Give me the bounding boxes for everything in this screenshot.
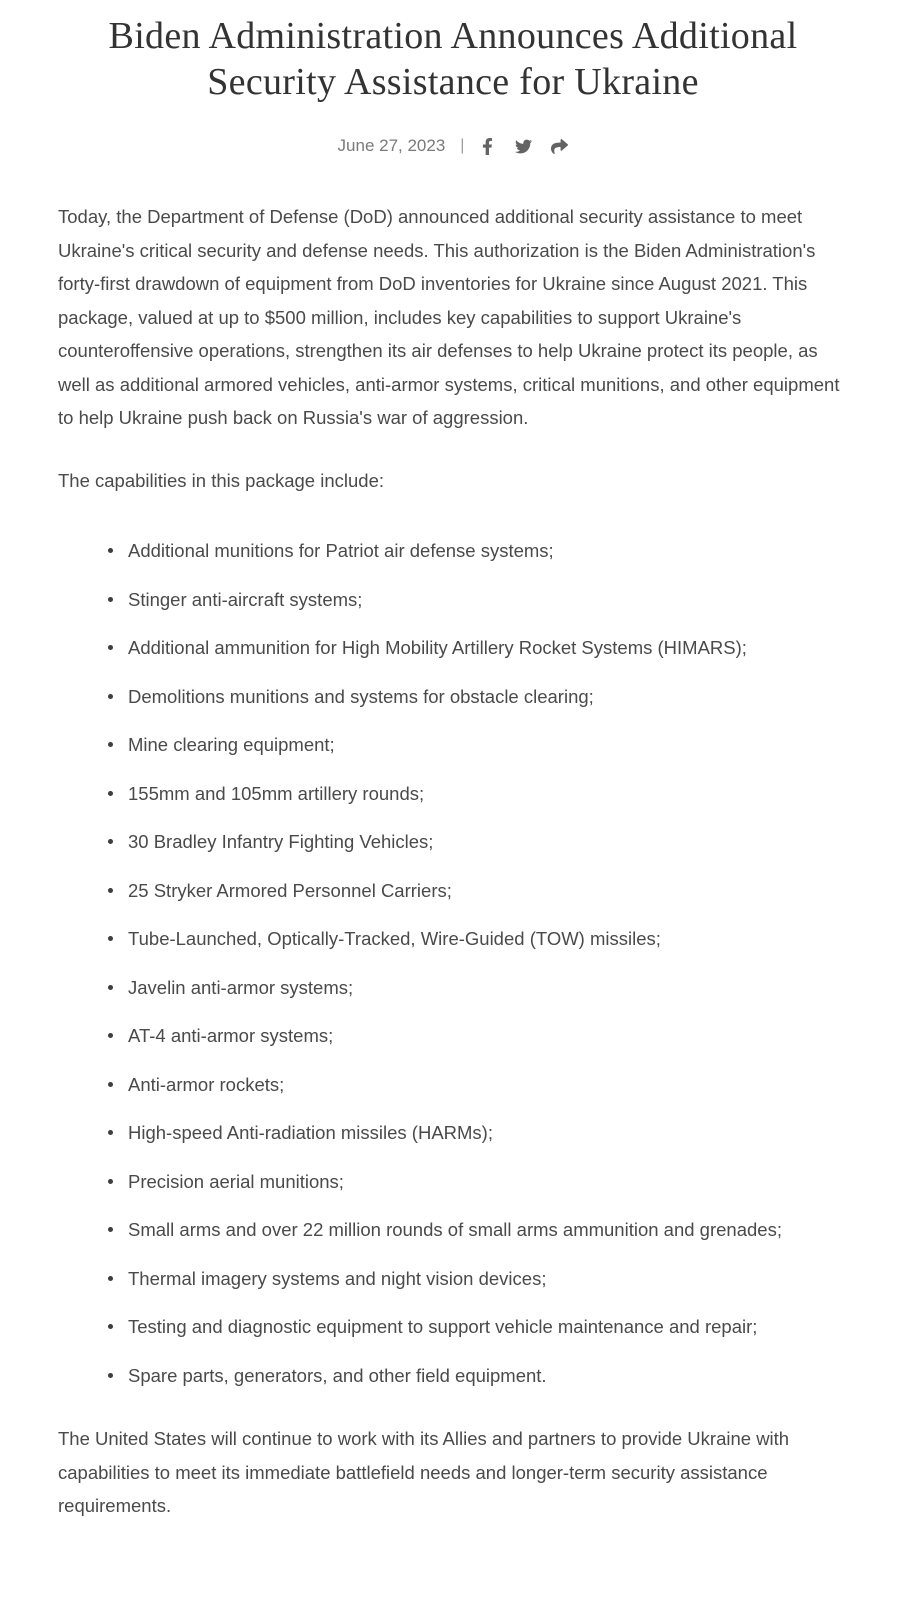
list-item: [128, 1213, 848, 1247]
facebook-icon: [479, 138, 496, 155]
list-item-text: 155mm and 105mm artillery rounds;: [128, 782, 425, 804]
page-title: [43, 13, 863, 105]
list-item-text: Additional ammunition for High Mobility Artillery Rocket Systems (HIMARS);: [128, 637, 747, 658]
twitter-share-button[interactable]: [515, 138, 532, 155]
list-item: [128, 922, 848, 956]
list-item-text: AT-4 anti-armor systems;: [128, 1025, 334, 1046]
list-item-text: Thermal imagery systems and night vision devices;: [128, 1267, 547, 1289]
list-item: [128, 631, 848, 665]
meta-separator: |: [460, 137, 465, 154]
intro-paragraph: Today, the Department of Defense (DoD) announced additional security assistance to meet Ukraine's critical security and defense needs. This authorization is the Biden Administration's forty-first drawdown of equipment from DoD inventories for Ukraine since August 2021. This package, valued at up to $500 million, includes key capabilities to support Ukraine's counteroffensive operations, strengthen its air defenses to help Ukraine protect its people, as well as additional armored vehicles, anti-armor systems, critical munitions, and other equipment to help Ukraine push back on Russia's war of aggression.: [58, 206, 840, 428]
page-title-line-2: Security Assistance for Ukraine: [207, 61, 699, 103]
list-item: [128, 728, 848, 762]
page-title-line-1: Biden Administration Announces Additional: [108, 15, 798, 57]
article-meta: [0, 136, 906, 156]
list-item: [128, 534, 848, 568]
list-item: [128, 825, 848, 859]
list-item: [128, 680, 848, 714]
list-item-text: Precision aerial munitions;: [128, 1170, 344, 1192]
capabilities-list: [58, 534, 848, 1392]
list-item-text: Stinger anti-aircraft systems;: [128, 588, 363, 610]
list-item: [128, 777, 848, 811]
list-item: [128, 1262, 848, 1296]
list-item-text: Small arms and over 22 million rounds of small arms ammunition and grenades;: [128, 1219, 782, 1240]
list-item-text: 30 Bradley Infantry Fighting Vehicles;: [128, 831, 434, 852]
list-item: [128, 583, 848, 617]
share-link-button[interactable]: [551, 138, 568, 155]
list-item-text: 25 Stryker Armored Personnel Carriers;: [128, 879, 452, 901]
list-item-text: Testing and diagnostic equipment to support vehicle maintenance and repair;: [128, 1316, 758, 1337]
list-item-text: Additional munitions for Patriot air defense systems;: [128, 540, 554, 561]
list-item: [128, 1116, 848, 1150]
list-item-text: Javelin anti-armor systems;: [128, 976, 354, 998]
list-item: [128, 971, 848, 1005]
article-date: June 27, 2023: [337, 136, 446, 155]
twitter-icon: [515, 138, 532, 155]
list-item-text: Demolitions munitions and systems for obstacle clearing;: [128, 685, 594, 707]
list-item: [128, 1165, 848, 1199]
list-item: [128, 1310, 848, 1344]
list-item-text: Mine clearing equipment;: [128, 734, 335, 755]
list-item: [128, 1359, 848, 1393]
article-body: [0, 200, 906, 1523]
share-icon: [551, 138, 568, 155]
facebook-share-button[interactable]: [479, 138, 496, 155]
list-item: [128, 1019, 848, 1053]
list-item-text: High-speed Anti-radiation missiles (HARMs);: [128, 1122, 493, 1143]
list-item-text: Anti-armor rockets;: [128, 1073, 285, 1095]
list-item-text: Tube-Launched, Optically-Tracked, Wire-Guided (TOW) missiles;: [128, 928, 661, 949]
list-item: [128, 1068, 848, 1102]
capabilities-lead: The capabilities in this package include:: [58, 469, 384, 491]
list-item-text: Spare parts, generators, and other field equipment.: [128, 1364, 547, 1386]
list-item: [128, 874, 848, 908]
closing-paragraph: The United States will continue to work with its Allies and partners to provide Ukraine with capabilities to meet its immediate battlefield needs and longer-term security assistance requirements.: [58, 1428, 790, 1516]
